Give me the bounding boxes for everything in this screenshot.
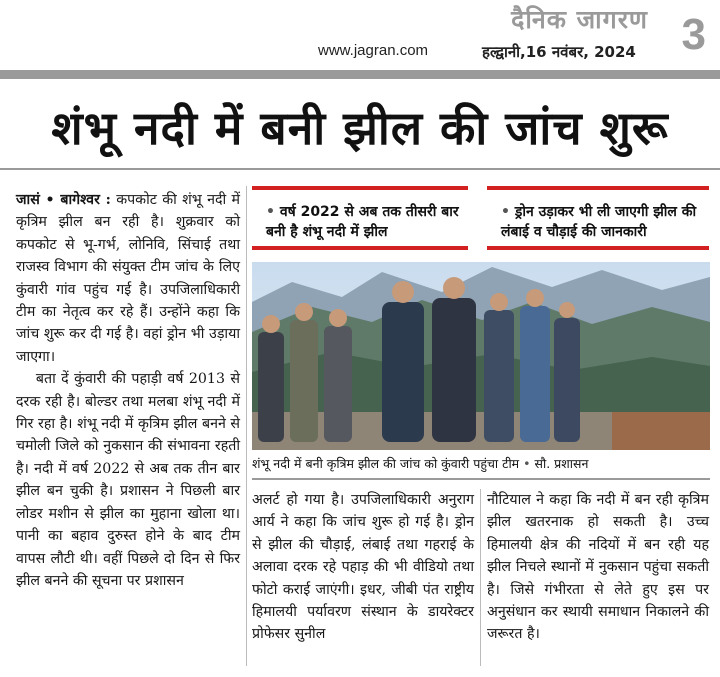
highlight-text-1: वर्ष 2022 से अब तक तीसरी बार बनी है शंभू नदी में झील: [266, 204, 459, 240]
article-column-3: [487, 489, 709, 646]
bullet-icon: •: [501, 204, 510, 220]
headline-rule: [0, 168, 720, 170]
dateline: हल्द्वानी,16 नवंबर, 2024: [482, 43, 636, 61]
photo-illustration: [252, 262, 710, 450]
article-column-1: [16, 189, 240, 592]
news-photo: [252, 262, 710, 450]
article-column-2: [252, 489, 474, 646]
website-url: www.jagran.com: [318, 42, 429, 59]
article-paragraph-1: [16, 189, 240, 368]
article-paragraph-3: अलर्ट हो गया है। उपजिलाधिकारी अनुराग आर्य ने कहा कि जांच शुरू हो गई है। ड्रोन से झील की चौड़ाई, लंबाई तथा गहराई के अलावा दरक रहे पहाड़ की भी वीडियो तथा फोटो कराई जाएंगी। इधर, जीबी पंत राष्ट्रीय हिमालयी पर्यावरण संस्थान के डायरेक्टर प्रोफेसर सुनील: [252, 492, 474, 643]
caption-text: शंभू नदी में बनी कृत्रिम झील की जांच को कुंवारी पहुंचा टीम: [252, 456, 520, 471]
photo-credit: सौ. प्रशासन: [534, 456, 589, 471]
newspaper-brand: दैनिक जागरण: [511, 5, 648, 34]
column-divider: [246, 186, 247, 666]
caption-rule: [252, 478, 710, 480]
page-number: 3: [681, 10, 706, 59]
article-text-1: कपकोट की शंभू नदी में कृत्रिम झील बन रही है। शुक्रवार को कपकोट से भू-गर्भ, लोनिवि, सिंचाई तथा राजस्व विभाग की संयुक्त टीम जांच के लिए कुंवारी गांव पहुंच गई है। उपजिलाधिकारी टीम का नेतृत्व कर रहे हैं। उन्होंने कहा कि जांच शुरू कर दी गई है। वहां ड्रोन भी उड़ाया जाएगा।: [16, 192, 240, 365]
bullet-icon: •: [266, 204, 275, 220]
article-paragraph-4: नौटियाल ने कहा कि नदी में बन रही कृत्रिम झील खतरनाक हो सकती है। उच्च हिमालयी क्षेत्र की नदियों में बन रही यह झील निचले स्थानों में नुकसान पहुंचा सकती है। जिसे गंभीरता से लेते हुए इस पर अनुसंधान कर स्थायी समाधान निकालने की जरूरत है।: [487, 492, 709, 643]
photo-caption: [252, 455, 710, 472]
column-divider: [480, 489, 481, 666]
top-rule: [0, 70, 720, 79]
byline: जासं • बागेश्वर :: [16, 192, 111, 208]
bullet-icon: •: [523, 456, 531, 471]
highlight-box-1: [252, 186, 468, 250]
headline: शंभू नदी में बनी झील की जांच शुरू: [51, 101, 669, 155]
article-paragraph-2: बता दें कुंवारी की पहाड़ी वर्ष 2013 से दरक रही है। बोल्डर तथा मलबा शंभू नदी में गिर रहा है। शंभू नदी में कृत्रिम झील बनने से चमोली जिले को नुकसान की संभावना रहती है। नदी में वर्ष 2022 से अब तक तीन बार झील बन चुकी है। प्रशासन ने पिछली बार लोडर मशीन से झील का मुहाना खोला था। पानी का बहाव दुरुस्त होने के बाद टीम वापस लौटी थी। वहीं पिछले दो दिन से फिर झील बनने की सूचना पर प्रशासन: [16, 371, 240, 589]
highlight-text-2: ड्रोन उड़ाकर भी ली जाएगी झील की लंबाई व चौड़ाई की जानकारी: [501, 204, 697, 240]
highlight-box-2: [487, 186, 709, 250]
masthead: [0, 0, 720, 70]
